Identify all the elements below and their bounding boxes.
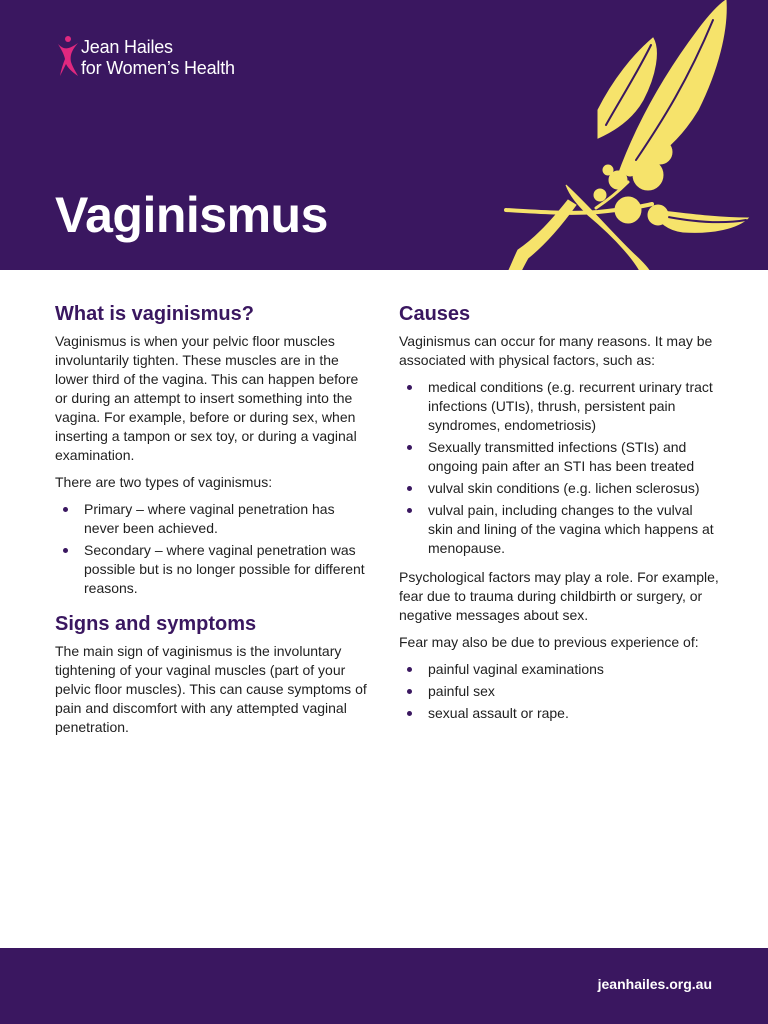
types-intro: There are two types of vaginismus:: [55, 474, 273, 490]
bullet-icon: [407, 667, 412, 672]
footer-bar: [0, 948, 768, 1024]
list-item: [399, 704, 719, 723]
brand-line-2: for Women’s Health: [81, 58, 235, 78]
bullet-icon: [407, 486, 412, 491]
bullet-icon: [407, 689, 412, 694]
list-item: [399, 438, 719, 476]
list-item: [55, 500, 373, 538]
experiences-list: [399, 660, 719, 723]
bullet-icon: [63, 507, 68, 512]
left-column: [55, 302, 373, 745]
physical-factors-list: [399, 378, 719, 558]
right-column: [399, 302, 719, 733]
brand-line-1: Jean Hailes: [81, 37, 173, 57]
website-link[interactable]: jeanhailes.org.au: [597, 976, 712, 992]
bullet-icon: [63, 548, 68, 553]
list-item-text: painful sex: [428, 683, 495, 699]
bullet-icon: [407, 508, 412, 513]
page-title: Vaginismus: [55, 187, 328, 243]
causes-intro: Vaginismus can occur for many reasons. It may be associated with physical factors, such as:: [399, 333, 713, 368]
list-item: [399, 479, 719, 498]
list-item: [55, 541, 373, 598]
header-banner: [0, 0, 768, 270]
fear-paragraph: Fear may also be due to previous experience of:: [399, 634, 699, 650]
figure-icon: [56, 34, 80, 78]
list-item-text: painful vaginal examinations: [428, 661, 604, 677]
what-heading: What is vaginismus?: [55, 303, 254, 325]
list-item-text: Primary – where vaginal penetration has never been achieved.: [84, 501, 335, 536]
list-item: [399, 682, 719, 701]
list-item-text: sexual assault or rape.: [428, 705, 569, 721]
bullet-icon: [407, 711, 412, 716]
list-item: [399, 660, 719, 679]
list-item-text: vulval skin conditions (e.g. lichen sclerosus): [428, 480, 700, 496]
signs-paragraph: The main sign of vaginismus is the involuntary tightening of your vaginal muscles (part of your pelvic floor muscles). This can cause symptoms of pain and discomfort with any attempted vaginal penetration.: [55, 643, 367, 735]
list-item-text: vulval pain, including changes to the vulval skin and lining of the vagina which happens at menopause.: [428, 502, 714, 556]
psychological-paragraph: Psychological factors may play a role. For example, fear due to trauma during childbirth or surgery, or negative messages about sex.: [399, 569, 719, 623]
what-paragraph: Vaginismus is when your pelvic floor muscles involuntarily tighten. These muscles are in the lower third of the vagina. This can happen before or during an attempt to insert something into the vagina. For example, before or during sex, when inserting a tampon or sex toy, or during a vaginal examination.: [55, 333, 359, 463]
list-item-text: Secondary – where vaginal penetration was possible but is no longer possible for different reasons.: [84, 542, 365, 596]
list-item-text: medical conditions (e.g. recurrent urinary tract infections (UTIs), thrush, persistent pain syndromes, endometriosis): [428, 379, 713, 433]
types-list: [55, 500, 373, 598]
bullet-icon: [407, 385, 412, 390]
signs-heading: Signs and symptoms: [55, 613, 257, 635]
brand-name: [81, 37, 235, 79]
list-item: [399, 378, 719, 435]
list-item-text: Sexually transmitted infections (STIs) and ongoing pain after an STI has been treated: [428, 439, 695, 474]
bullet-icon: [407, 445, 412, 450]
wattle-illustration: [448, 0, 768, 270]
causes-heading: Causes: [399, 303, 471, 325]
list-item: [399, 501, 719, 558]
